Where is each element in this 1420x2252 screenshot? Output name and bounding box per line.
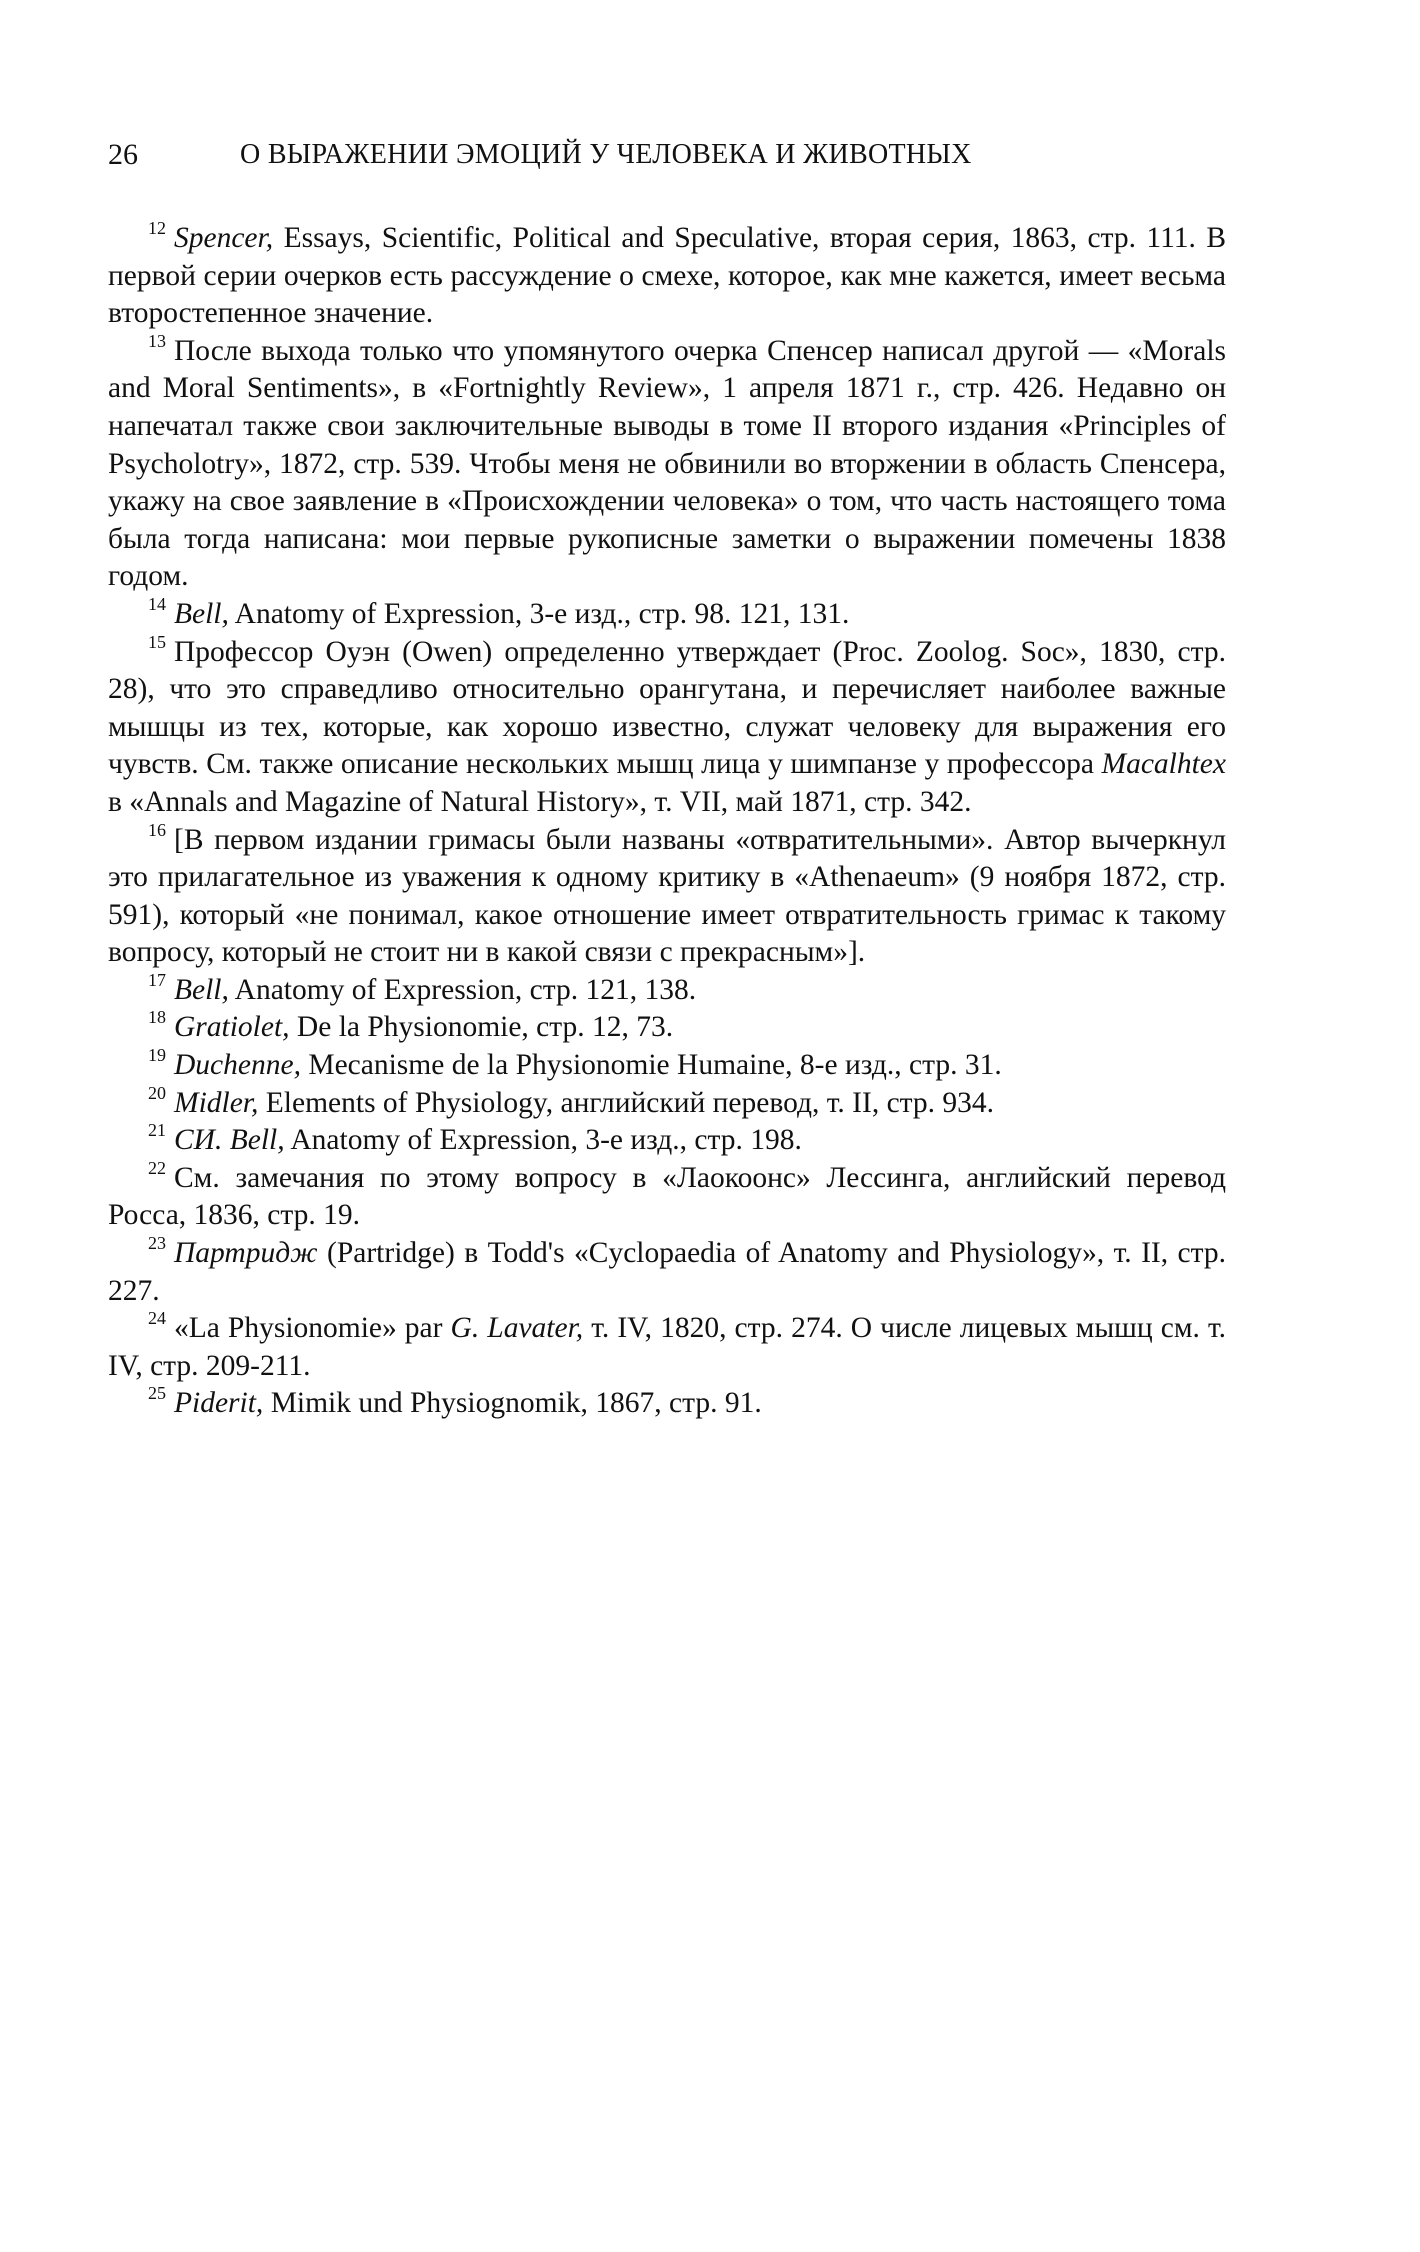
- footnote-number: 21: [148, 1120, 166, 1141]
- footnote-21: [108, 1122, 1226, 1160]
- footnote-12: [108, 220, 1226, 333]
- footnote-text: Mimik und Physiognomik, 1867, стр. 91.: [263, 1387, 762, 1420]
- footnote-author: Gratiolet,: [174, 1011, 290, 1044]
- footnote-author: G. Lavater,: [450, 1312, 584, 1345]
- footnote-16: [108, 819, 1226, 972]
- running-title: О ВЫРАЖЕНИИ ЭМОЦИЙ У ЧЕЛОВЕКА И ЖИВОТНЫХ: [240, 139, 972, 170]
- footnote-text: (Partridge) в Todd's «Cyclopaedia of Anatomy and Physiology», т. II, стр. 227.: [108, 1237, 1226, 1307]
- footnote-text: Anatomy of Expression, 3-е изд., стр. 198.: [284, 1124, 802, 1157]
- footnote-text: Elements of Physiology, английский перевод, т. II, стр. 934.: [258, 1086, 995, 1119]
- footnotes: [108, 220, 1226, 1423]
- footnote-number: 19: [148, 1045, 166, 1066]
- footnote-text: [В первом издании гримасы были названы «отвратительными». Автор вычеркнул это прилагательное из уважения к одному критику в «Athenaeum» (9 ноября 1872, стр. 591), который «не понимал, какое отношение имеет отвратительность гримас к такому вопросу, который не стоит ни в какой связи с прекрасным»].: [108, 823, 1226, 969]
- footnote-text: Anatomy of Expression, стр. 121, 138.: [228, 973, 697, 1006]
- footnote-number: 25: [148, 1383, 166, 1404]
- footnote-author: Duchenne,: [174, 1049, 301, 1082]
- footnote-text: Anatomy of Expression, 3-е изд., стр. 98. 121, 131.: [228, 597, 850, 630]
- footnote-text: «La Physionomie» par: [174, 1312, 451, 1345]
- footnote-text: См. замечания по этому вопросу в «Лаокоонс» Лессинга, английский перевод Росса, 1836, стр. 19.: [108, 1161, 1226, 1232]
- footnote-number: 18: [148, 1007, 166, 1028]
- footnote-number: 12: [148, 218, 166, 238]
- footnote-number: 15: [148, 631, 166, 652]
- footnote-author: Spencer,: [174, 222, 274, 254]
- footnote-number: 16: [148, 819, 166, 840]
- footnote-text-tail: т. IV, 1820, стр. 274. О числе лицевых мышц см. т. IV, стр. 209-211.: [108, 1312, 1226, 1382]
- footnote-13: [108, 330, 1226, 596]
- book-page: [108, 130, 1226, 1423]
- footnote-number: 14: [148, 593, 166, 614]
- footnote-24: [108, 1310, 1226, 1385]
- footnote-author: Bell,: [174, 973, 229, 1006]
- footnote-text: Essays, Scientific, Political and Speculative, вторая серия, 1863, стр. 111. В первой серии очерков есть рассуждение о смехе, которое, как мне кажется, имеет весьма второстепенное значение.: [108, 222, 1226, 330]
- footnote-author: Партридж: [174, 1237, 318, 1270]
- footnote-author: Midler,: [174, 1086, 259, 1119]
- footnote-22: [108, 1157, 1226, 1235]
- footnote-text: Профессор Оуэн (Owen) определенно утверждает (Proc. Zoolog. Soc», 1830, стр. 28), что это справедливо относительно орангутана, и перечисляет наиболее важные мышцы из тех, которые, как хорошо известно, служат человеку для выражения его чувств. См. также описание нескольких мышц лица у шимпанзе у профессора: [108, 635, 1226, 781]
- footnote-23: [108, 1235, 1226, 1310]
- footnote-number: 20: [148, 1082, 166, 1103]
- footnote-author: Bell,: [174, 597, 229, 630]
- footnote-author: Piderit,: [174, 1387, 264, 1420]
- footnote-18: [108, 1009, 1226, 1047]
- footnote-25: [108, 1385, 1226, 1423]
- running-head: [108, 130, 1226, 180]
- footnote-number: 13: [148, 330, 166, 351]
- footnote-text-tail: в «Annals and Magazine of Natural History», т. VII, май 1871, стр. 342.: [108, 785, 972, 818]
- footnote-text: После выхода только что упомянутого очерка Спенсер написал другой — «Morals and Moral Sentiments», в «Fortnightly Review», 1 апреля 1871 г., стр. 426. Недавно он напечатал также свои заключительные выводы в томе II второго издания «Principles of Psycholotry», 1872, стр. 539. Чтобы меня не обвинили во вторжении в область Спенсера, укажу на свое заявление в «Происхождении человека» о том, что часть настоящего тома была тогда написана: мои первые рукописные заметки о выражении помечены 1838 годом.: [108, 334, 1226, 593]
- footnote-17: [108, 969, 1226, 1010]
- footnote-author: Macalhtex: [1101, 748, 1226, 781]
- footnote-20: [108, 1082, 1226, 1123]
- footnote-number: 17: [148, 969, 166, 990]
- footnote-19: [108, 1047, 1226, 1085]
- footnote-number: 22: [148, 1157, 166, 1178]
- footnote-number: 24: [148, 1308, 166, 1329]
- footnote-15: [108, 631, 1226, 822]
- page-number: 26: [108, 138, 138, 171]
- footnote-text: Mecanisme de la Physionomie Humaine, 8-е изд., стр. 31.: [300, 1049, 1002, 1082]
- footnote-text: De la Physionomie, стр. 12, 73.: [289, 1011, 674, 1044]
- footnote-number: 23: [148, 1233, 166, 1254]
- footnote-author: СИ. Bell,: [174, 1124, 285, 1157]
- footnote-14: [108, 593, 1226, 634]
